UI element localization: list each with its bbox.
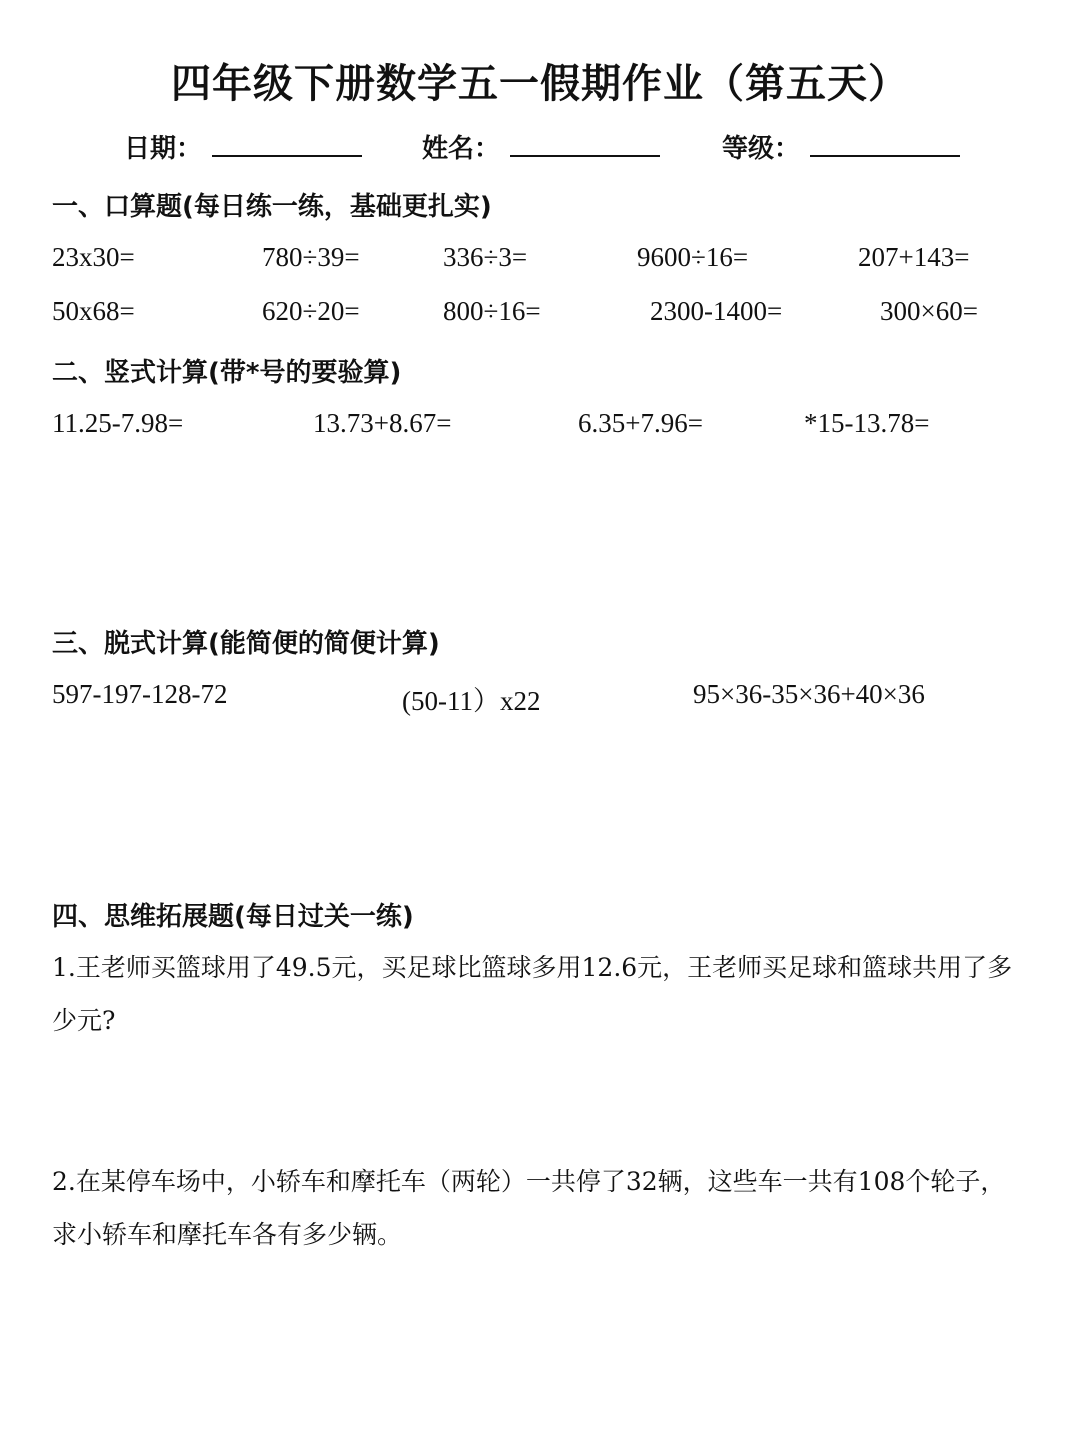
mental-math-item: 9600÷16=	[637, 242, 749, 272]
page-title: 四年级下册数学五一假期作业（第五天）	[171, 61, 909, 107]
mental-math-item: 2300-1400=	[650, 296, 783, 326]
vertical-calc-item: *15-13.78=	[804, 408, 930, 438]
section-heading-thinking: 四、思维拓展题(每日过关一练)	[52, 902, 414, 932]
step-calc-item: (50-11）x22	[402, 686, 541, 716]
vertical-calc-item: 13.73+8.67=	[313, 408, 452, 438]
grade-field	[722, 128, 960, 165]
name-label: 姓名：	[422, 134, 501, 164]
section-heading-mental-math: 一、口算题(每日练一练，基础更扎实)	[52, 192, 492, 222]
date-label: 日期：	[124, 134, 203, 164]
mental-math-item: 780÷39=	[262, 242, 360, 272]
name-blank[interactable]	[510, 154, 660, 157]
vertical-calc-item: 6.35+7.96=	[578, 408, 703, 438]
mental-math-item: 336÷3=	[443, 242, 528, 272]
date-field	[124, 128, 362, 165]
step-calc-item: 95×36-35×36+40×36	[693, 679, 925, 709]
date-blank[interactable]	[212, 154, 362, 157]
vertical-calc-item: 11.25-7.98=	[52, 408, 184, 438]
mental-math-item: 23x30=	[52, 242, 135, 272]
mental-math-item: 207+143=	[858, 242, 970, 272]
grade-label: 等级：	[722, 134, 801, 164]
section-heading-vertical-calc: 二、竖式计算(带*号的要验算)	[52, 358, 402, 388]
word-problem-1: 1.王老师买篮球用了49.5元，买足球比篮球多用12.6元，王老师买足球和篮球共用了多少元?	[52, 953, 1013, 1035]
mental-math-item: 620÷20=	[262, 296, 360, 326]
mental-math-item: 800÷16=	[443, 296, 541, 326]
step-calc-item: 597-197-128-72	[52, 679, 228, 709]
word-problem-2: 2.在某停车场中，小轿车和摩托车（两轮）一共停了32辆，这些车一共有108个轮子，求小轿车和摩托车各有多少辆。	[52, 1167, 1006, 1249]
grade-blank[interactable]	[810, 154, 960, 157]
section-heading-step-calc: 三、脱式计算(能简便的简便计算)	[52, 629, 440, 659]
mental-math-item: 50x68=	[52, 296, 135, 326]
name-field	[422, 128, 660, 165]
mental-math-item: 300×60=	[880, 296, 978, 326]
